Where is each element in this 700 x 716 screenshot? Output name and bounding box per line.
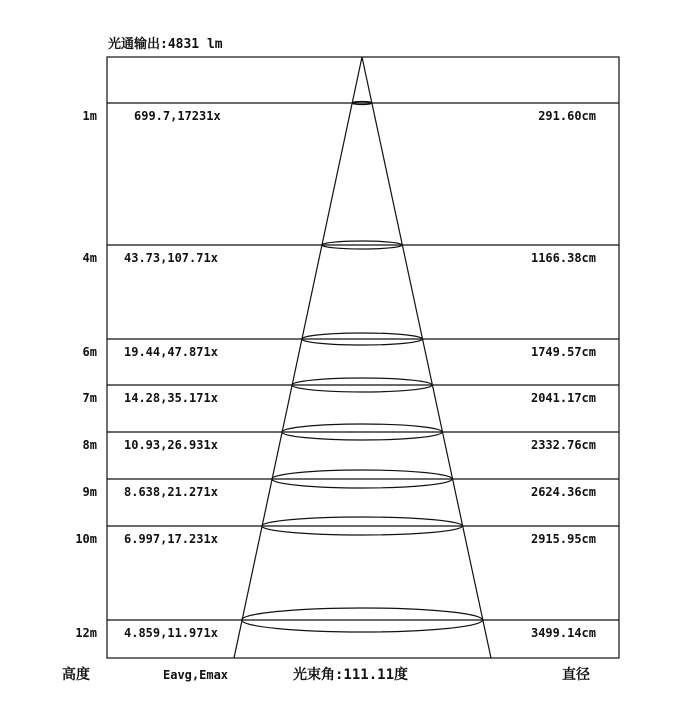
height-label: 7m [82, 391, 97, 405]
illuminance-values: 43.73,107.71x [124, 251, 218, 265]
spot-diameter: 2915.95cm [530, 532, 596, 546]
height-row [83, 241, 619, 265]
footer-values-label: Eavg,Emax [163, 668, 229, 682]
luminous-output-label: 光通输出:4831 lm [108, 37, 223, 52]
footer-diameter-label: 直径 [562, 667, 590, 683]
spot-diameter: 3499.14cm [530, 626, 596, 640]
spot-diameter: 1749.57cm [530, 345, 596, 359]
height-row [83, 333, 619, 359]
height-label: 4m [82, 251, 97, 265]
height-row [75, 608, 619, 640]
height-row [83, 378, 619, 405]
beam-cone-left-edge [234, 57, 362, 658]
height-label: 10m [75, 532, 97, 546]
illuminance-values: 8.638,21.271x [124, 485, 218, 499]
illuminance-values: 14.28,35.171x [124, 391, 218, 405]
spot-diameter: 2624.36cm [530, 485, 596, 499]
spot-diameter: 291.60cm [538, 109, 596, 123]
illuminance-values: 4.859,11.971x [124, 626, 218, 640]
spot-diameter: 1166.38cm [530, 251, 596, 265]
beam-cone-right-edge [362, 57, 491, 658]
spot-diameter: 2332.76cm [530, 438, 596, 452]
height-label: 9m [82, 485, 97, 499]
height-label: 1m [82, 109, 97, 123]
height-row [75, 517, 619, 546]
height-rows [75, 102, 619, 641]
footer-beam-angle-label: 光束角:111.11度 [293, 667, 409, 683]
illuminance-values: 19.44,47.871x [124, 345, 218, 359]
height-label: 12m [75, 626, 97, 640]
footer-height-label: 高度 [62, 667, 90, 683]
illuminance-values: 699.7,17231x [134, 109, 221, 123]
height-row [83, 424, 619, 452]
illuminance-values: 10.93,26.931x [124, 438, 218, 452]
height-label: 8m [82, 438, 97, 452]
height-label: 6m [82, 345, 97, 359]
spot-diameter: 2041.17cm [530, 391, 596, 405]
height-row [83, 470, 619, 499]
illuminance-values: 6.997,17.231x [124, 532, 218, 546]
